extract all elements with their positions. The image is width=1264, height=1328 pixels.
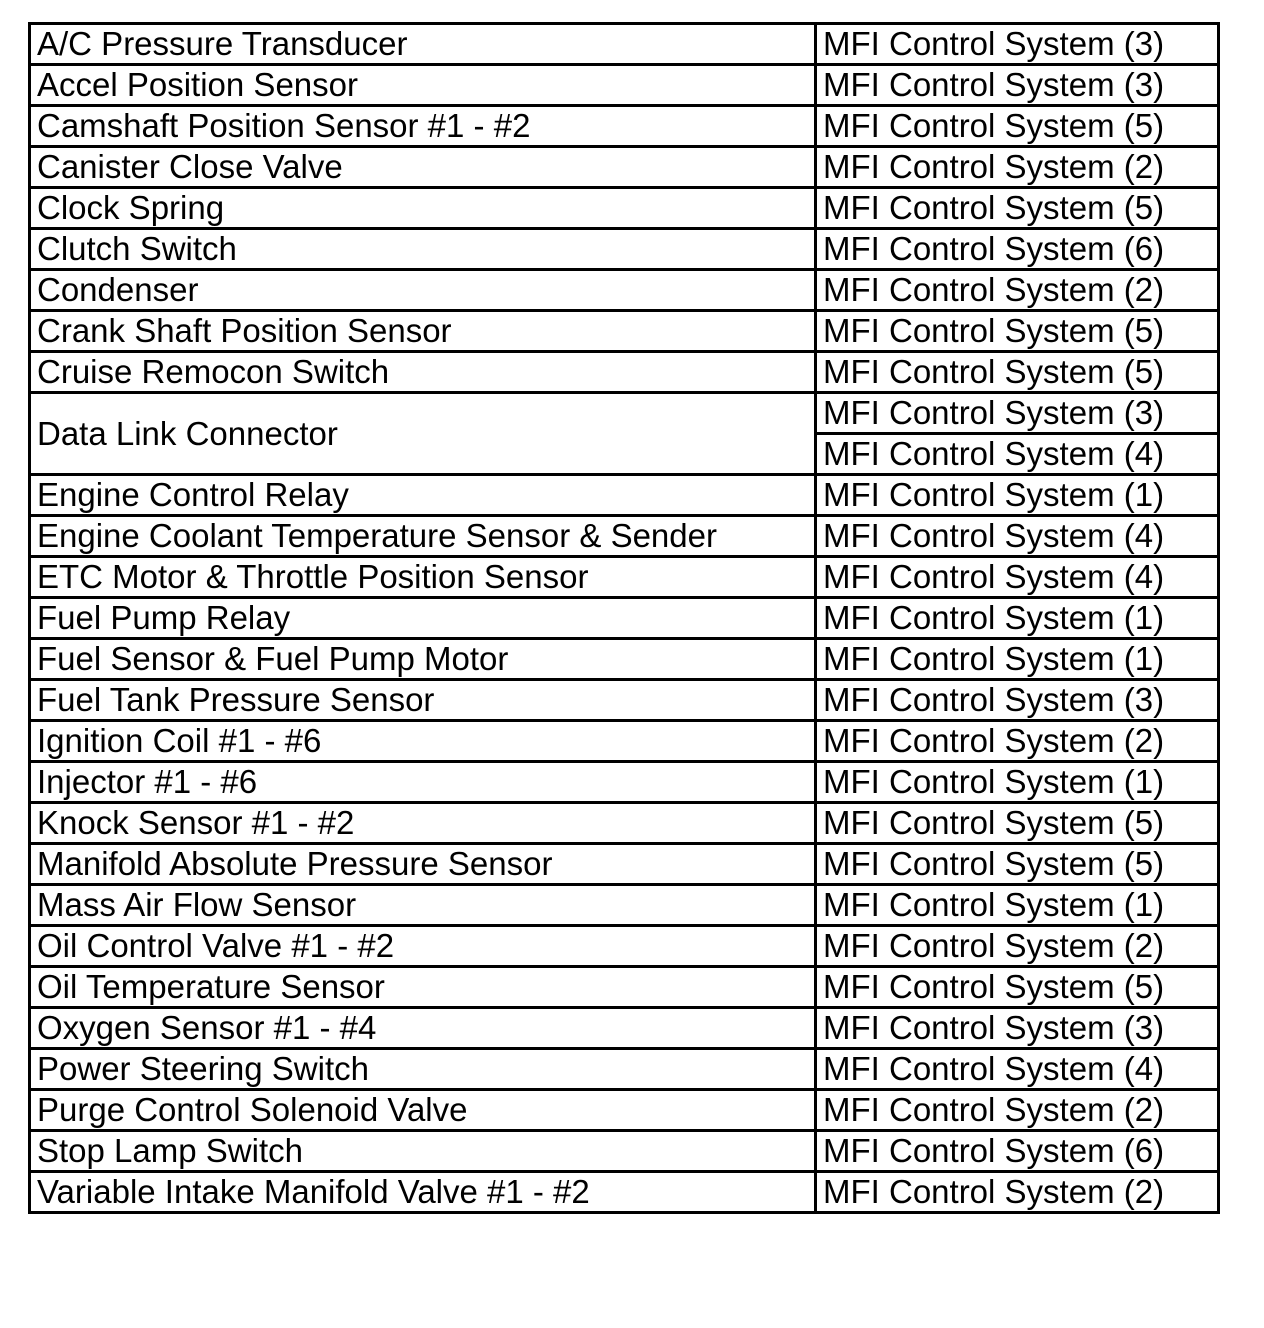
- table-row: [30, 475, 1219, 516]
- location-cell: MFI Control System (2): [816, 1172, 1219, 1213]
- table-row: [30, 639, 1219, 680]
- location-cell: MFI Control System (5): [816, 106, 1219, 147]
- component-name-cell: Clutch Switch: [30, 229, 816, 270]
- location-cell: MFI Control System (6): [816, 229, 1219, 270]
- location-cell: MFI Control System (3): [816, 1008, 1219, 1049]
- location-cell: MFI Control System (2): [816, 926, 1219, 967]
- location-cell: MFI Control System (2): [816, 721, 1219, 762]
- table-row: [30, 229, 1219, 270]
- component-name-cell: Ignition Coil #1 - #6: [30, 721, 816, 762]
- table-row: [30, 885, 1219, 926]
- location-cell: MFI Control System (2): [816, 270, 1219, 311]
- location-cell: MFI Control System (4): [816, 1049, 1219, 1090]
- location-cell: MFI Control System (5): [816, 311, 1219, 352]
- location-cell: MFI Control System (1): [816, 762, 1219, 803]
- table-row: [30, 24, 1219, 65]
- component-name-cell: Oil Control Valve #1 - #2: [30, 926, 816, 967]
- location-cell: MFI Control System (4): [816, 557, 1219, 598]
- table-row: [30, 557, 1219, 598]
- component-name-cell: Oxygen Sensor #1 - #4: [30, 1008, 816, 1049]
- component-name-cell: Accel Position Sensor: [30, 65, 816, 106]
- table-row: [30, 762, 1219, 803]
- component-name-cell: Condenser: [30, 270, 816, 311]
- location-cell: MFI Control System (4): [816, 516, 1219, 557]
- location-cell: MFI Control System (2): [816, 1090, 1219, 1131]
- component-name-cell: Knock Sensor #1 - #2: [30, 803, 816, 844]
- table-row: [30, 803, 1219, 844]
- component-name-cell: Fuel Sensor & Fuel Pump Motor: [30, 639, 816, 680]
- table-row: [30, 352, 1219, 393]
- location-cell: MFI Control System (1): [816, 598, 1219, 639]
- component-name-cell: Fuel Tank Pressure Sensor: [30, 680, 816, 721]
- location-cell: MFI Control System (3): [816, 65, 1219, 106]
- component-name-cell: Cruise Remocon Switch: [30, 352, 816, 393]
- component-name-cell: Data Link Connector: [30, 393, 816, 475]
- table-row: [30, 1131, 1219, 1172]
- location-cell: MFI Control System (6): [816, 1131, 1219, 1172]
- component-name-cell: Mass Air Flow Sensor: [30, 885, 816, 926]
- component-name-cell: Stop Lamp Switch: [30, 1131, 816, 1172]
- location-cell: MFI Control System (5): [816, 188, 1219, 229]
- component-name-cell: ETC Motor & Throttle Position Sensor: [30, 557, 816, 598]
- component-name-cell: Camshaft Position Sensor #1 - #2: [30, 106, 816, 147]
- table-row: [30, 1090, 1219, 1131]
- table-row: [30, 1008, 1219, 1049]
- table-row: [30, 844, 1219, 885]
- location-cell: MFI Control System (1): [816, 639, 1219, 680]
- location-cell: MFI Control System (3): [816, 680, 1219, 721]
- table-row: [30, 1172, 1219, 1213]
- table-row: [30, 926, 1219, 967]
- component-name-cell: Engine Coolant Temperature Sensor & Sender: [30, 516, 816, 557]
- location-cell: MFI Control System (3): [816, 393, 1219, 434]
- location-cell: MFI Control System (3): [816, 24, 1219, 65]
- table-row: [30, 1049, 1219, 1090]
- component-name-cell: Manifold Absolute Pressure Sensor: [30, 844, 816, 885]
- table-row: [30, 106, 1219, 147]
- table-row: [30, 516, 1219, 557]
- table-row: [30, 188, 1219, 229]
- table-row: [30, 393, 1219, 434]
- component-name-cell: Crank Shaft Position Sensor: [30, 311, 816, 352]
- table-row: [30, 147, 1219, 188]
- location-cell: MFI Control System (1): [816, 475, 1219, 516]
- table-row: [30, 270, 1219, 311]
- table-row: [30, 680, 1219, 721]
- table-row: [30, 311, 1219, 352]
- component-name-cell: Injector #1 - #6: [30, 762, 816, 803]
- location-cell: MFI Control System (5): [816, 352, 1219, 393]
- component-name-cell: Oil Temperature Sensor: [30, 967, 816, 1008]
- component-name-cell: Engine Control Relay: [30, 475, 816, 516]
- location-cell: MFI Control System (5): [816, 967, 1219, 1008]
- location-cell: MFI Control System (5): [816, 844, 1219, 885]
- component-name-cell: Clock Spring: [30, 188, 816, 229]
- location-cell: MFI Control System (1): [816, 885, 1219, 926]
- component-name-cell: A/C Pressure Transducer: [30, 24, 816, 65]
- table-body: [30, 24, 1219, 1213]
- location-cell: MFI Control System (5): [816, 803, 1219, 844]
- table-row: [30, 967, 1219, 1008]
- component-location-table: [28, 22, 1220, 1214]
- table-row: [30, 721, 1219, 762]
- component-name-cell: Variable Intake Manifold Valve #1 - #2: [30, 1172, 816, 1213]
- component-name-cell: Canister Close Valve: [30, 147, 816, 188]
- table-row: [30, 598, 1219, 639]
- table-row: [30, 65, 1219, 106]
- component-name-cell: Fuel Pump Relay: [30, 598, 816, 639]
- location-cell: MFI Control System (2): [816, 147, 1219, 188]
- component-name-cell: Power Steering Switch: [30, 1049, 816, 1090]
- location-cell: MFI Control System (4): [816, 434, 1219, 475]
- component-name-cell: Purge Control Solenoid Valve: [30, 1090, 816, 1131]
